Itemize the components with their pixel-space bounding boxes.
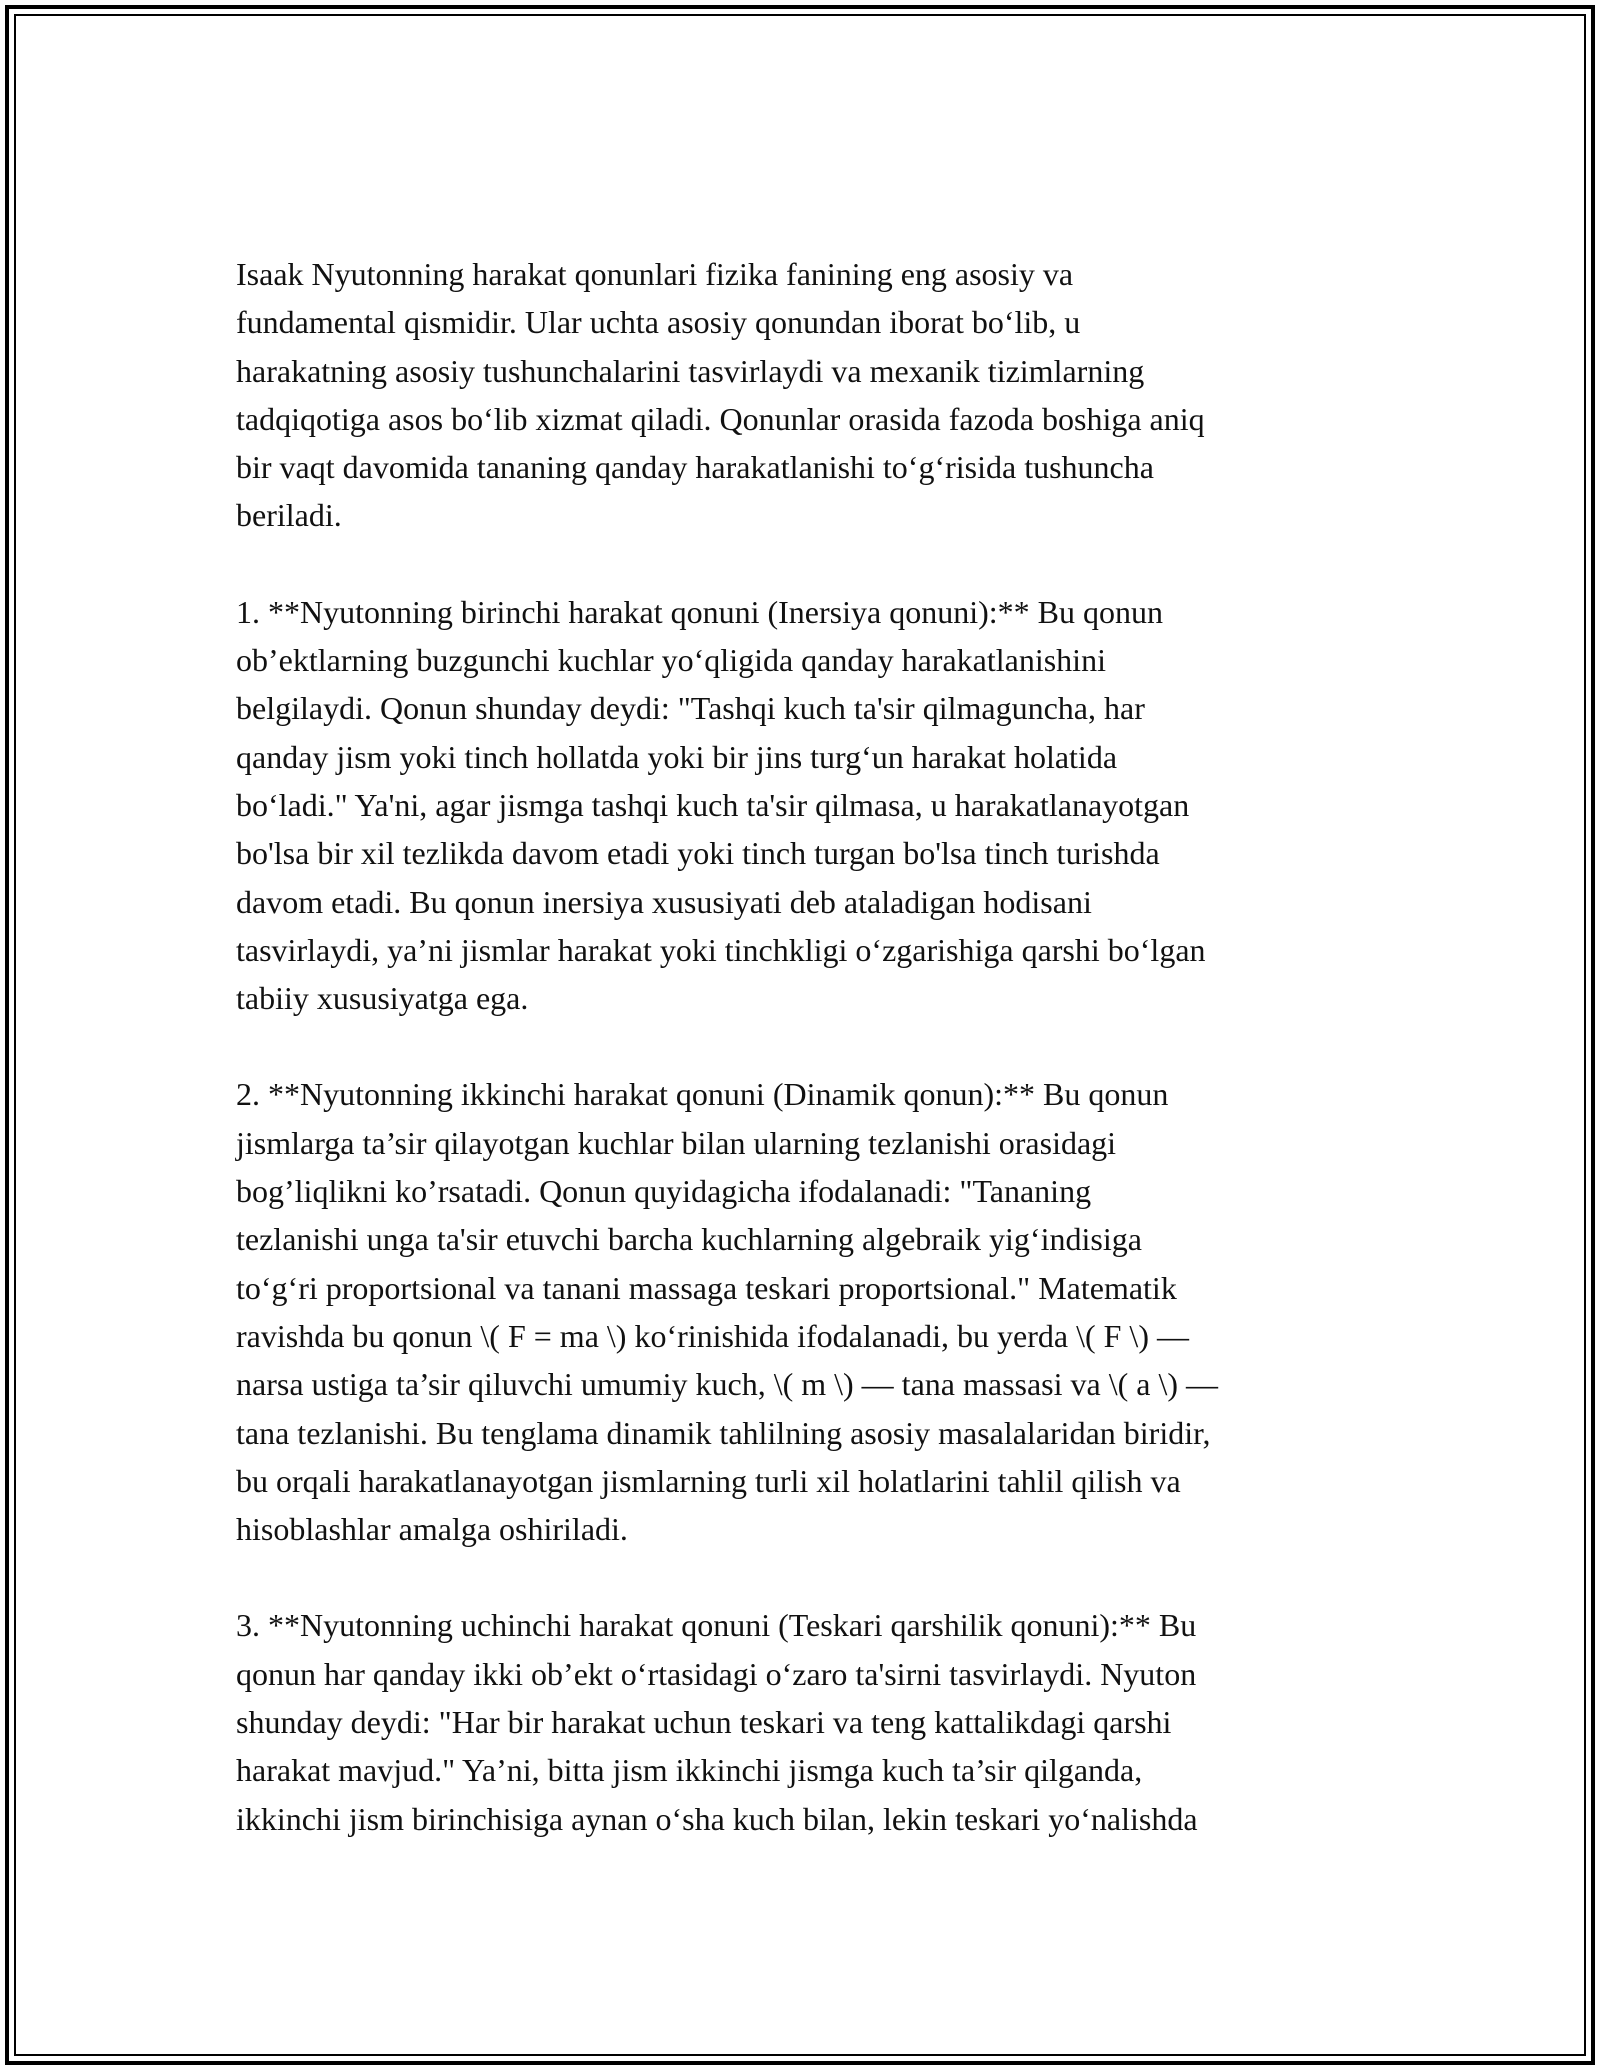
first-law-paragraph: 1. **Nyutonning birinchi harakat qonuni (Inersiya qonuni):** Bu qonun ob’ektlarning buzgunchi kuchlar yo‘qligida qanday harakatlanishini belgilaydi. Qonun shunday deydi: "Tashqi kuch ta'sir qilmaguncha, har qanday jism yoki tinch hollatda yoki bir jins turg‘un harakat holatida bo‘ladi." Ya'ni, agar jismga tashqi kuch ta'sir qilmasa, u harakatlanayotgan bo'lsa bir xil tezlikda davom etadi yoki tinch turgan bo'lsa tinch turishda davom etadi. Bu qonun inersiya xususiyati deb ataladigan hodisani tasvirlaydi, ya’ni jismlar harakat yoki tinchkligi o‘zgarishiga qarshi bo‘lgan tabiiy xususiyatga ega. bbox=[236, 593, 1206, 1017]
document-body bbox=[236, 250, 1366, 1843]
second-law-paragraph: 2. **Nyutonning ikkinchi harakat qonuni (Dinamik qonun):** Bu qonun jismlarga ta’sir qilayotgan kuchlar bilan ularning tezlanishi orasidagi bog’liqlikni ko’rsatadi. Qonun quyidagicha ifodalanadi: "Tananing tezlanishi unga ta'sir etuvchi barcha kuchlarning algebraik yig‘indisiga to‘g‘ri proportsional va tanani massaga teskari proportsional." Matematik ravishda bu qonun \( F = ma \) ko‘rinishida ifodalanadi, bu yerda \( F \) — narsa ustiga ta’sir qiluvchi umumiy kuch, \( m \) — tana massasi va \( a \) — tana tezlanishi. Bu tenglama dinamik tahlilning asosiy masalalaridan biridir, bu orqali harakatlanayotgan jismlarning turli xil holatlarini tahlil qilish va hisoblashlar amalga oshiriladi. bbox=[236, 1076, 1219, 1548]
third-law-paragraph: 3. **Nyutonning uchinchi harakat qonuni (Teskari qarshilik qonuni):** Bu qonun har qanday ikki ob’ekt o‘rtasidagi o‘zaro ta'sirni tasvirlaydi. Nyuton shunday deydi: "Har bir harakat uchun teskari va teng kattalikdagi qarshi harakat mavjud." Ya’ni, bitta jism ikkinchi jismga kuch ta’sir qilganda, ikkinchi jism birinchisiga aynan o‘sha kuch bilan, lekin teskari yo‘nalishda bbox=[236, 1607, 1198, 1837]
intro-paragraph: Isaak Nyutonning harakat qonunlari fizika fanining eng asosiy va fundamental qismidir. Ular uchta asosiy qonundan iborat bo‘lib, u harakatning asosiy tushunchalarini tasvirlaydi va mexanik tizimlarning tadqiqotiga asos bo‘lib xizmat qiladi. Qonunlar orasida fazoda boshiga aniq bir vaqt davomida tananing qanday harakatlanishi to‘g‘risida tushuncha beriladi. bbox=[236, 256, 1205, 534]
